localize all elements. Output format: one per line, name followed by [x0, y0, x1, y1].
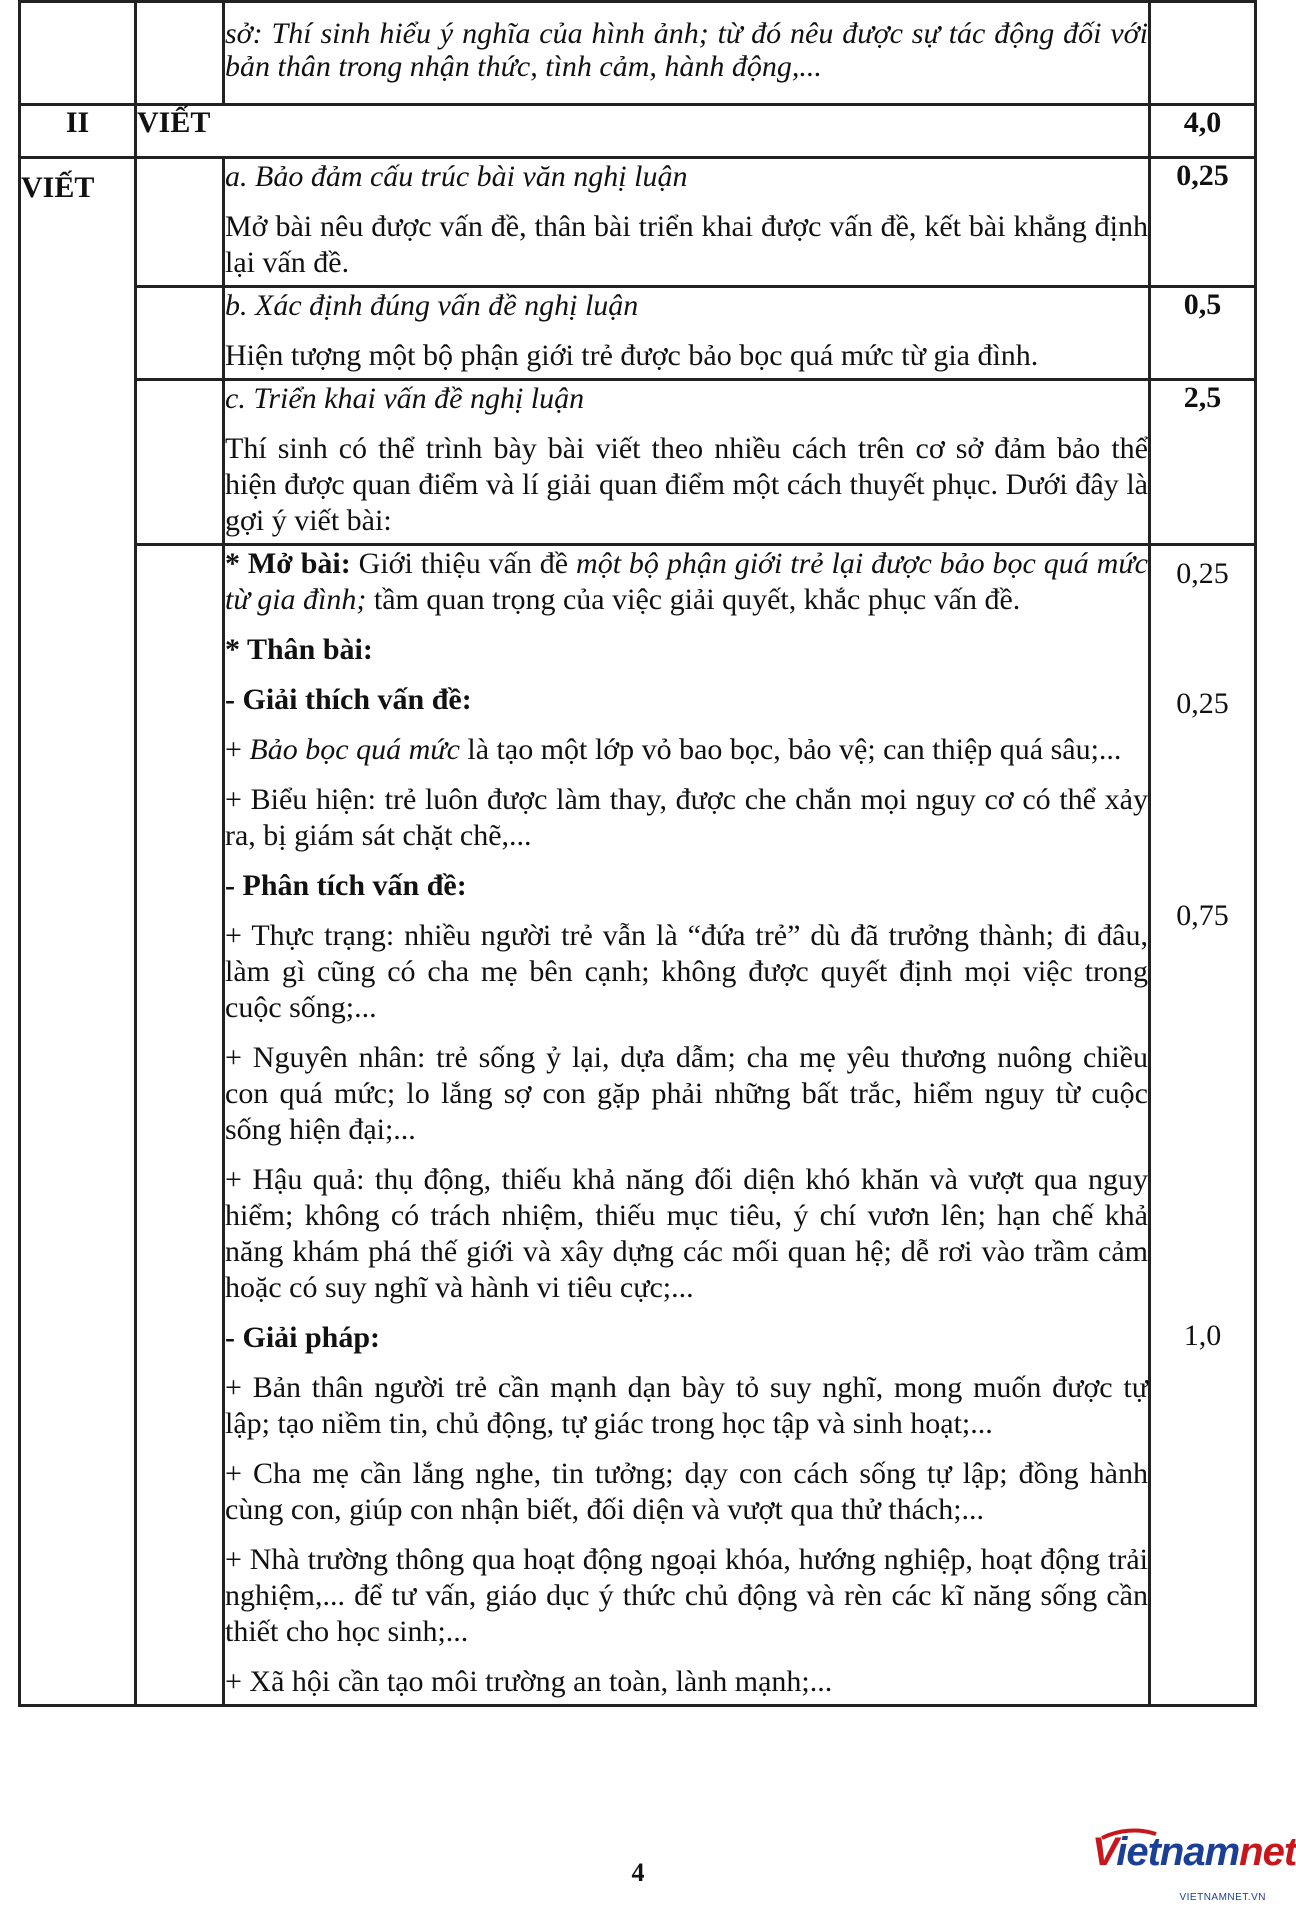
phan-tich-heading: - Phân tích vấn đề: [225, 869, 467, 902]
criteria-score: 0,5 [1150, 287, 1256, 380]
giai-phap-heading: - Giải pháp: [225, 1321, 381, 1354]
criteria-cell [224, 287, 1150, 380]
criteria-text: sở: Thí sinh hiểu ý nghĩa của hình ảnh; từ đó nêu được sự tác động đối với bản thân trong nhận thức, tình cảm, hành động,... [225, 17, 1148, 83]
outline-cell [224, 545, 1150, 1706]
score-value: 0,25 [1176, 557, 1229, 590]
criteria-score: 0,25 [1150, 158, 1256, 287]
empty-cell [136, 287, 224, 380]
table-row [20, 545, 1256, 1706]
section-row [20, 105, 1256, 158]
empty-cell [136, 545, 224, 1706]
criteria-heading: c. Triển khai vấn đề nghị luận [225, 382, 585, 415]
answer-key-page [18, 0, 1254, 1707]
table-row [20, 2, 1256, 105]
giai-phap-item: + Xã hội cần tạo môi trường an toàn, lành mạnh;... [225, 1665, 833, 1698]
logo-wordmark: Vietnamnet [1092, 1830, 1296, 1874]
section-title: VIẾT [136, 105, 1150, 158]
bullet-prefix: + [225, 733, 250, 766]
mo-bai [225, 546, 1148, 618]
phan-tich-item: + Hậu quả: thụ động, thiếu khả năng đối diện khó khăn và vượt qua nguy hiểm; không có trách nhiệm, thiếu mục tiêu, ý chí vươn lên; hạn chế khả năng khám phá thế giới và xây dựng các mối quan hệ; dễ rơi vào trầm cảm hoặc có suy nghĩ và hành vi tiêu cực;... [225, 1163, 1148, 1304]
score-value: 1,0 [1183, 1319, 1222, 1352]
than-bai-heading: * Thân bài: [225, 633, 373, 666]
table-row [20, 158, 1256, 287]
criteria-body: Hiện tượng một bộ phận giới trẻ được bảo bọc quá mức từ gia đình. [225, 339, 1039, 372]
giai-thich-item: + Biểu hiện: trẻ luôn được làm thay, được che chắn mọi nguy cơ có thể xảy ra, bị giám sát chặt chẽ,... [225, 783, 1148, 852]
giai-phap-item: + Cha mẹ cần lắng nghe, tin tưởng; dạy con cách sống tự lập; đồng hành cùng con, giúp con nhận biết, đối diện và vượt qua thử thách;... [225, 1457, 1148, 1526]
empty-cell [1150, 2, 1256, 105]
criteria-body: Mở bài nêu được vấn đề, thân bài triển khai được vấn đề, kết bài khẳng định lại vấn đề. [225, 210, 1148, 279]
giai-thich-heading: - Giải thích vấn đề: [225, 683, 472, 716]
scoring-rubric-table [18, 0, 1257, 1707]
table-row [20, 287, 1256, 380]
logo-subtext: VIETNAMNET.VN [1179, 1892, 1266, 1903]
criteria-cell [224, 380, 1150, 545]
section-score: 4,0 [1150, 105, 1256, 158]
giai-phap-item: + Nhà trường thông qua hoạt động ngoại khóa, hướng nghiệp, hoạt động trải nghiệm,... để tư vấn, giáo dục ý thức chủ động và rèn các kĩ năng sống cần thiết cho học sinh;... [225, 1543, 1148, 1648]
vietnamnet-logo [1092, 1822, 1296, 1918]
mo-bai-text-end: tầm quan trọng của việc giải quyết, khắc phục vấn đề. [366, 583, 1021, 616]
criteria-body: Thí sinh có thể trình bày bài viết theo nhiều cách trên cơ sở đảm bảo thể hiện được quan điểm và lí giải quan điểm một cách thuyết phục. Dưới đây là gợi ý viết bài: [225, 432, 1148, 537]
page-number: 4 [631, 1858, 645, 1887]
criteria-cell [224, 2, 1150, 105]
table-row [20, 380, 1256, 545]
criteria-heading: a. Bảo đảm cấu trúc bài văn nghị luận [225, 160, 688, 193]
mo-bai-label: * Mở bài: [225, 547, 351, 580]
empty-cell [136, 158, 224, 287]
empty-cell [136, 380, 224, 545]
part-label: VIẾT [20, 158, 136, 1706]
giai-thich-text: là tạo một lớp vỏ bao bọc, bảo vệ; can thiệp quá sâu;... [459, 733, 1122, 766]
giai-thich-item [225, 732, 1148, 768]
term-italic: Bảo bọc quá mức [249, 733, 460, 766]
criteria-cell [224, 158, 1150, 287]
section-number: II [20, 105, 136, 158]
mo-bai-text: Giới thiệu vấn đề [350, 547, 577, 580]
outline-scores-cell [1150, 545, 1256, 1706]
criteria-score: 2,5 [1150, 380, 1256, 545]
phan-tich-item: + Thực trạng: nhiều người trẻ vẫn là “đứa trẻ” dù đã trưởng thành; đi đâu, làm gì cũng có cha mẹ bên cạnh; không được quyết định mọi việc trong cuộc sống;... [225, 919, 1148, 1024]
empty-cell [20, 2, 136, 105]
mo-bai-italic: một bộ phận giới trẻ lại được bảo bọc quá mức từ gia đình; [225, 547, 1148, 616]
phan-tich-item: + Nguyên nhân: trẻ sống ỷ lại, dựa dẫm; cha mẹ yêu thương nuông chiều con quá mức; lo lắng sợ con gặp phải những bất trắc, hiểm nguy từ cuộc sống hiện đại;... [225, 1041, 1148, 1146]
criteria-heading: b. Xác định đúng vấn đề nghị luận [225, 289, 639, 322]
giai-phap-item: + Bản thân người trẻ cần mạnh dạn bày tỏ suy nghĩ, mong muốn được tự lập; tạo niềm tin, chủ động, tự giác trong học tập và sinh hoạt;... [225, 1371, 1148, 1440]
empty-cell [136, 2, 224, 105]
score-value: 0,75 [1176, 899, 1229, 932]
score-value: 0,25 [1176, 687, 1229, 720]
